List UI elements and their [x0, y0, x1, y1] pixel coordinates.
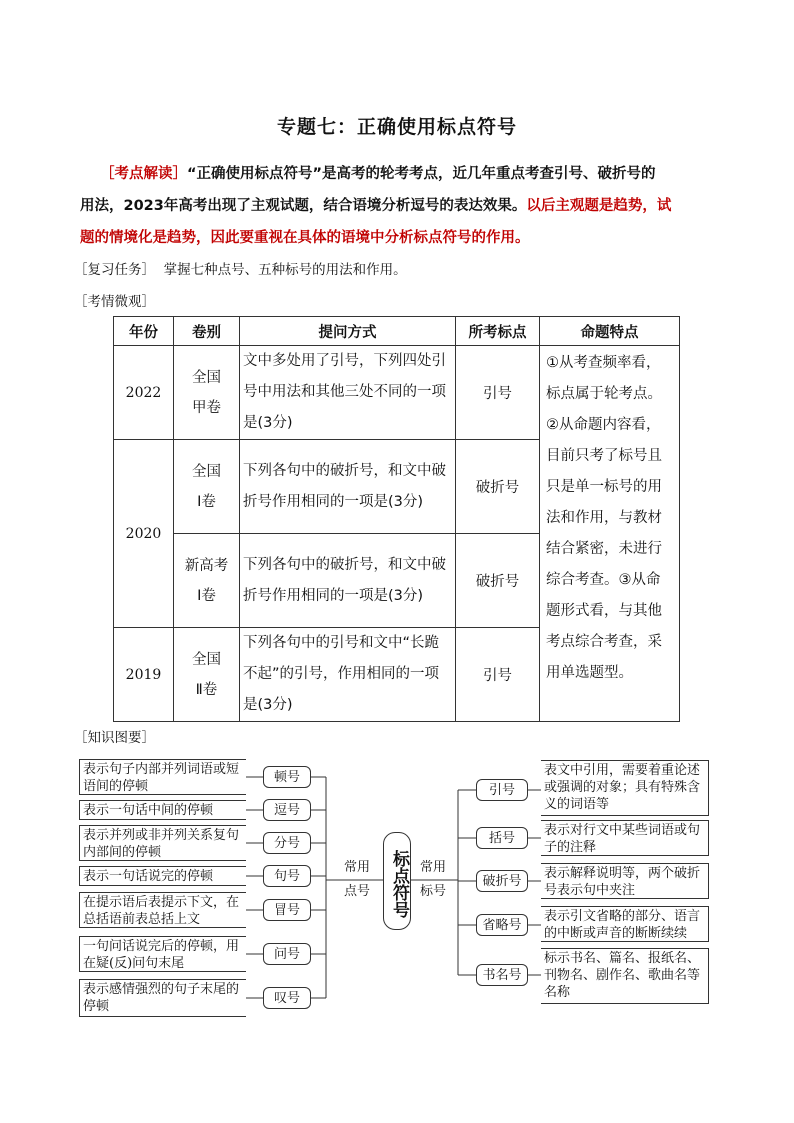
- map-right-desc: 表文中引用，需要着重论述或强调的对象；具有特殊含义的词语等: [541, 760, 709, 816]
- intro-text-1: “正确使用标点符号”是高考的轮考考点，近几年重点考查引号、破折号的: [187, 166, 656, 182]
- year-cell: 2019: [114, 628, 174, 722]
- question-cell: 下列各句中的破折号，和文中破折号作用相同的一项是(3分): [240, 534, 456, 628]
- year-cell: 2022: [114, 346, 174, 440]
- map-left-desc: 一句问话说完后的停顿，用在疑(反)问句末尾: [79, 936, 246, 972]
- map-right-node: 引号: [476, 779, 528, 801]
- mark-cell: 引号: [456, 628, 540, 722]
- mark-cell: 破折号: [456, 534, 540, 628]
- paper-cell: 新高考 Ⅰ卷: [174, 534, 240, 628]
- map-right-desc: 标示书名、篇名、报纸名、刊物名、剧作名、歌曲名等名称: [541, 948, 709, 1004]
- intro-emphasis-2: 题的情境化是趋势，因此要重视在具体的语境中分析标点符号的作用。: [80, 230, 530, 246]
- map-right-desc: 表示引文省略的部分、语言的中断或声音的断断续续: [541, 906, 709, 942]
- map-left-node: 分号: [263, 832, 311, 854]
- map-right-node: 破折号: [476, 870, 528, 892]
- map-left-desc: 在提示语后表提示下文，在总括语前表总括上文: [79, 892, 246, 928]
- feature-cell: ①从考查频率看，标点属于轮考点。②从命题内容看，目前只考了标号且只是单一标号的用法和作用，与教材结合紧密，未进行综合考查。③从命题形式看，与其他考点综合考查，采用单选题型。: [540, 346, 680, 722]
- map-right-desc: 表示对行文中某些词语或句子的注释: [541, 820, 709, 856]
- paper-cell: 全国 甲卷: [174, 346, 240, 440]
- map-left-node: 问号: [263, 943, 311, 965]
- header-question: 提问方式: [240, 317, 456, 346]
- header-mark: 所考标点: [456, 317, 540, 346]
- map-right-group-label: 常用标号: [419, 860, 446, 899]
- map-left-node: 顿号: [263, 766, 311, 788]
- question-cell: 下列各句中的破折号，和文中破折号作用相同的一项是(3分): [240, 440, 456, 534]
- map-center-node: 标点符号: [383, 832, 411, 930]
- map-left-node: 冒号: [263, 899, 311, 921]
- intro-emphasis-1: 以后主观题是趋势，试: [526, 198, 672, 214]
- year-cell: 2020: [114, 440, 174, 628]
- intro-text-2: 用法，2023年高考出现了主观试题，结合语境分析逗号的表达效果。: [80, 198, 527, 214]
- mark-cell: 破折号: [456, 440, 540, 534]
- map-left-group-label: 常用点号: [343, 860, 370, 899]
- paper-cell: 全国 Ⅱ卷: [174, 628, 240, 722]
- map-right-node: 省略号: [476, 914, 528, 936]
- map-right-node: 括号: [476, 827, 528, 849]
- mark-cell: 引号: [456, 346, 540, 440]
- knowledge-label: ［知识图要］: [74, 730, 155, 746]
- map-right-node: 书名号: [476, 964, 528, 986]
- page-title: 专题七：正确使用标点符号: [276, 116, 517, 138]
- review-text: 掌握七种点号、五种标号的用法和作用。: [163, 262, 407, 278]
- map-left-node: 句号: [263, 865, 311, 887]
- header-feature: 命题特点: [540, 317, 680, 346]
- intro-label: ［考点解读］: [100, 166, 187, 182]
- paper-cell: 全国 Ⅰ卷: [174, 440, 240, 534]
- header-paper: 卷别: [174, 317, 240, 346]
- map-left-desc: 表示一句话说完的停顿: [79, 866, 246, 886]
- map-left-desc: 表示一句话中间的停顿: [79, 800, 246, 820]
- header-year: 年份: [114, 317, 174, 346]
- question-cell: 文中多处用了引号，下列四处引号中用法和其他三处不同的一项是(3分): [240, 346, 456, 440]
- map-left-node: 叹号: [263, 987, 311, 1009]
- map-left-node: 逗号: [263, 799, 311, 821]
- exam-label: ［考情微观］: [74, 294, 155, 310]
- review-label: ［复习任务］: [74, 262, 155, 278]
- map-right-desc: 表示解释说明等，两个破折号表示句中夹注: [541, 863, 709, 899]
- map-left-desc: 表示句子内部并列词语或短语间的停顿: [79, 759, 246, 795]
- map-left-desc: 表示感情强烈的句子末尾的停顿: [79, 979, 246, 1017]
- question-cell: 下列各句中的引号和文中“长跪不起”的引号，作用相同的一项是(3分): [240, 628, 456, 722]
- map-left-desc: 表示并列或非并列关系复句内部间的停顿: [79, 825, 246, 861]
